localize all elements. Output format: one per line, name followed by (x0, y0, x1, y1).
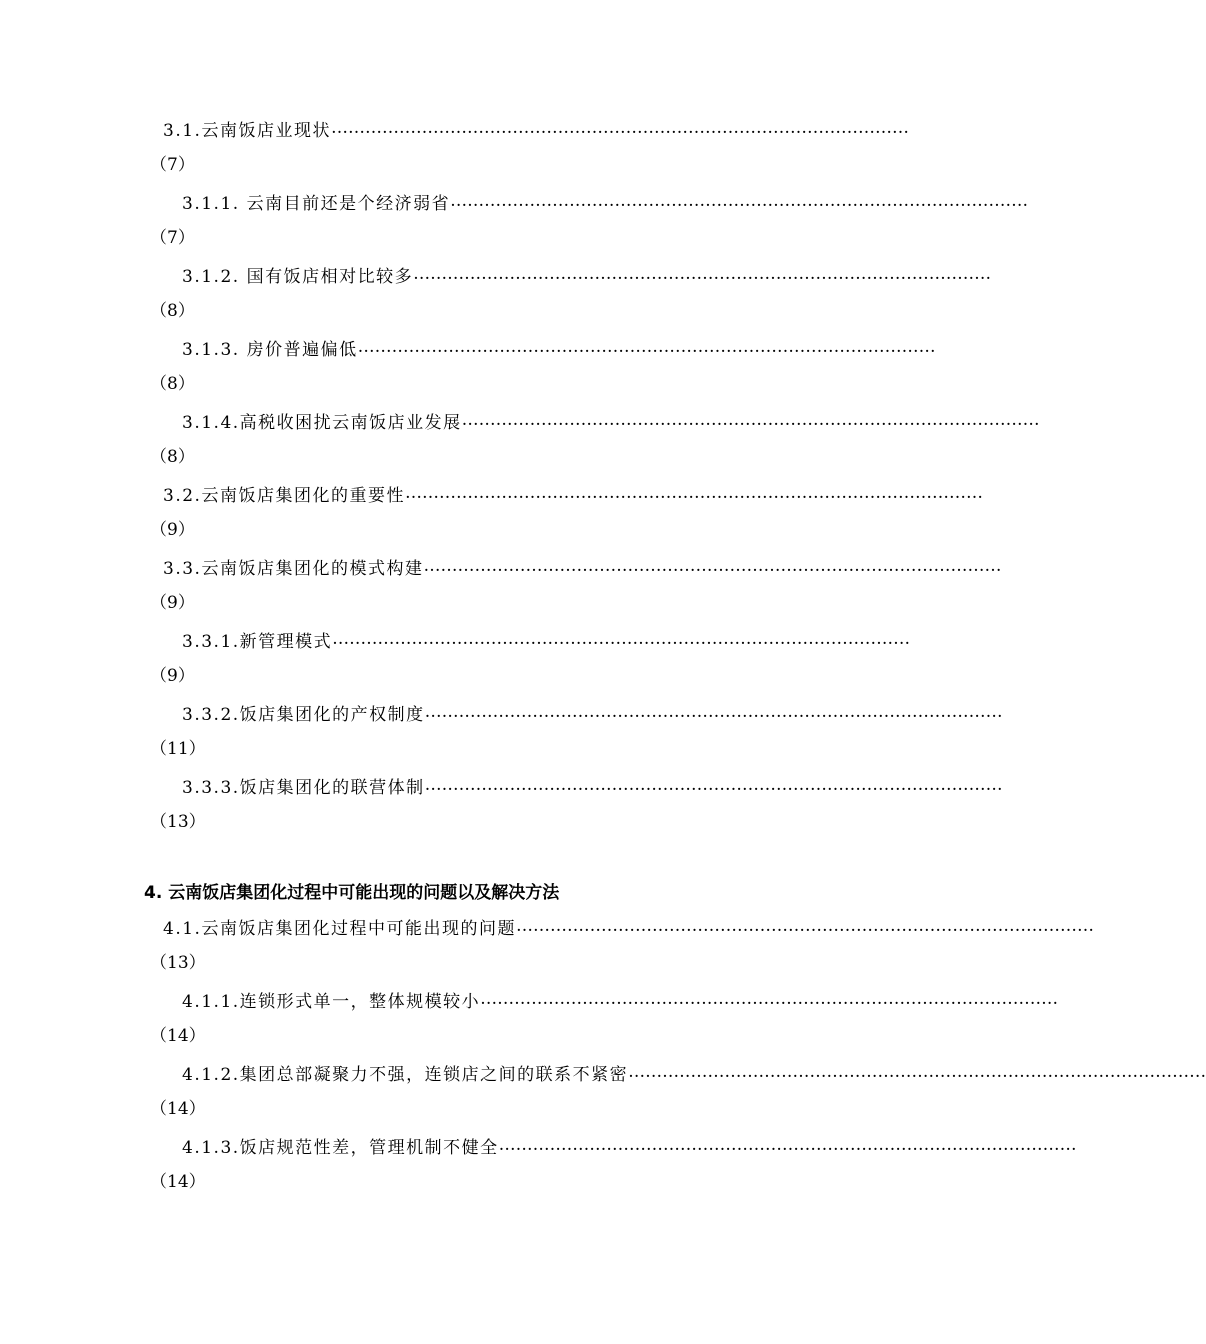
toc-entry-title: 3.1.4.高税收困扰云南饭店业发展 (182, 412, 462, 433)
toc-entry-line (163, 115, 909, 141)
leader-dots: ………………………………………………………………………………………… (330, 118, 909, 138)
toc-entry-page: （14） (150, 1172, 206, 1192)
toc-entry-line (163, 553, 1002, 579)
toc-entry-line (182, 188, 1029, 214)
leader-dots: ………………………………………………………………………………………… (628, 1062, 1206, 1082)
toc-entry-title: 3.1.云南饭店业现状 (163, 120, 331, 141)
leader-dots: ………………………………………………………………………………………… (450, 191, 1029, 211)
section-heading[interactable]: 4. 云南饭店集团化过程中可能出现的问题以及解决方法 (144, 883, 560, 903)
leader-dots: ………………………………………………………………………………………… (498, 1135, 1077, 1155)
toc-entry-line (182, 772, 1003, 798)
toc-entry-title: 3.1.2. 国有饭店相对比较多 (182, 266, 414, 287)
toc-entry-line (182, 1059, 1206, 1085)
toc-entry-title: 3.3.1.新管理模式 (182, 631, 333, 652)
toc-entry-page: （7） (150, 155, 195, 175)
toc-entry-title: 3.3.云南饭店集团化的模式构建 (163, 558, 424, 579)
toc-entry-page: （14） (150, 1026, 206, 1046)
toc-entry-line (182, 334, 936, 360)
toc-entry-line (163, 913, 1094, 939)
toc-entry-line (182, 699, 1003, 725)
toc-entry-title: 3.1.1. 云南目前还是个经济弱省 (182, 193, 451, 214)
leader-dots: ………………………………………………………………………………………… (423, 556, 1002, 576)
leader-dots: ………………………………………………………………………………………… (357, 337, 936, 357)
toc-entry-title: 4.1.云南饭店集团化过程中可能出现的问题 (163, 918, 516, 939)
toc-entry-page: （9） (150, 666, 195, 686)
toc-entry-page: （7） (150, 228, 195, 248)
toc-entry-title: 3.2.云南饭店集团化的重要性 (163, 485, 405, 506)
toc-entry-line (182, 407, 1040, 433)
toc-entry-page: （9） (150, 593, 195, 613)
toc-entry-title: 3.3.3.饭店集团化的联营体制 (182, 777, 425, 798)
toc-entry-title: 4.1.1.连锁形式单一，整体规模较小 (182, 991, 481, 1012)
toc-entry-line (182, 261, 992, 287)
toc-entry-page: （8） (150, 374, 195, 394)
toc-entry-title: 4.1.3.饭店规范性差，管理机制不健全 (182, 1137, 499, 1158)
toc-entry-title: 4.1.2.集团总部凝聚力不强，连锁店之间的联系不紧密 (182, 1064, 629, 1085)
leader-dots: ………………………………………………………………………………………… (332, 629, 911, 649)
leader-dots: ………………………………………………………………………………………… (461, 410, 1040, 430)
leader-dots: ………………………………………………………………………………………… (404, 483, 983, 503)
toc-entry-page: （8） (150, 301, 195, 321)
toc-entry-title: 3.3.2.饭店集团化的产权制度 (182, 704, 425, 725)
toc-entry-line (182, 986, 1059, 1012)
toc-entry-page: （9） (150, 520, 195, 540)
toc-entry-page: （11） (150, 739, 206, 759)
toc-entry-title: 3.1.3. 房价普遍偏低 (182, 339, 358, 360)
toc-entry-line (182, 626, 911, 652)
leader-dots: ………………………………………………………………………………………… (515, 916, 1094, 936)
leader-dots: ………………………………………………………………………………………… (424, 775, 1003, 795)
leader-dots: ………………………………………………………………………………………… (480, 989, 1059, 1009)
toc-entry-page: （8） (150, 447, 195, 467)
leader-dots: ………………………………………………………………………………………… (424, 702, 1003, 722)
leader-dots: ………………………………………………………………………………………… (413, 264, 992, 284)
toc-entry-line (163, 480, 983, 506)
toc-entry-page: （14） (150, 1099, 206, 1119)
toc-entry-line (182, 1132, 1077, 1158)
toc-entry-page: （13） (150, 953, 206, 973)
toc-entry-page: （13） (150, 812, 206, 832)
